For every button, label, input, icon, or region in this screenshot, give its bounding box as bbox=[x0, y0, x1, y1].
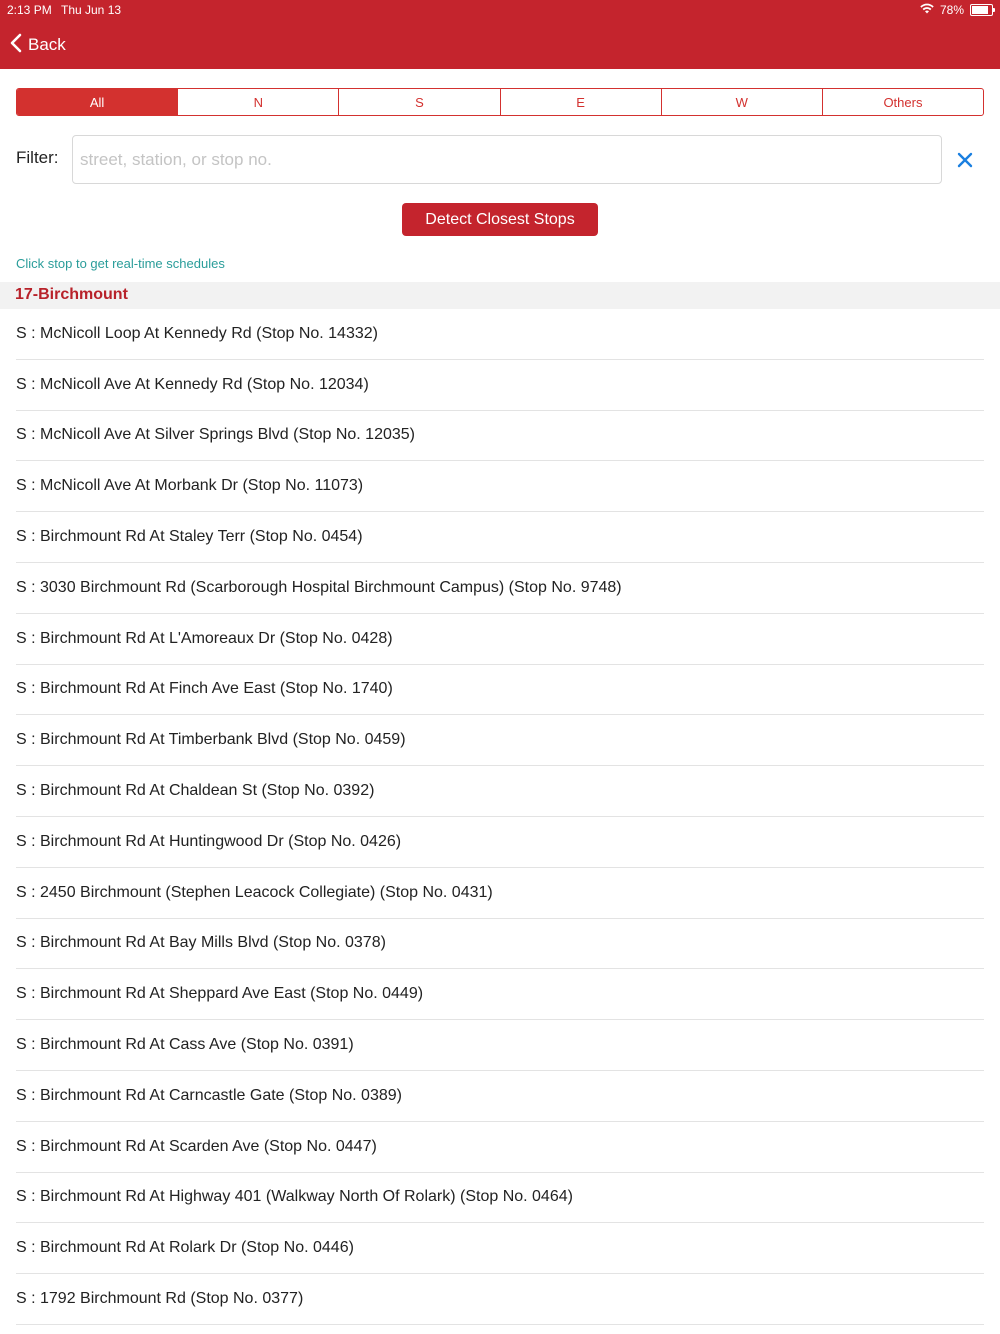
stop-list-item[interactable]: S : Birchmount Rd At Chaldean St (Stop No. 0392) bbox=[16, 766, 984, 817]
stop-list-item[interactable]: S : Birchmount Rd At Huntingwood Dr (Stop No. 0426) bbox=[16, 817, 984, 868]
tab-w[interactable]: W bbox=[661, 89, 822, 115]
header-bar bbox=[0, 0, 1000, 69]
status-time: 2:13 PM bbox=[7, 3, 52, 17]
status-date: Thu Jun 13 bbox=[61, 3, 122, 17]
stop-list-item[interactable]: S : 3030 Birchmount Rd (Scarborough Hospital Birchmount Campus) (Stop No. 9748) bbox=[16, 563, 984, 614]
wifi-icon bbox=[920, 3, 934, 17]
battery-percent: 78% bbox=[939, 3, 964, 17]
close-icon bbox=[954, 149, 976, 171]
stop-list-item[interactable]: S : McNicoll Ave At Morbank Dr (Stop No. 11073) bbox=[16, 461, 984, 512]
stop-list-item[interactable]: S : Birchmount Rd At Sheppard Ave East (Stop No. 0449) bbox=[16, 969, 984, 1020]
tab-all[interactable]: All bbox=[17, 89, 177, 115]
filter-label: Filter: bbox=[16, 148, 59, 167]
stop-list-item[interactable]: S : McNicoll Loop At Kennedy Rd (Stop No. 14332) bbox=[16, 309, 984, 360]
back-button[interactable] bbox=[10, 31, 66, 59]
tab-s[interactable]: S bbox=[338, 89, 499, 115]
battery-icon bbox=[970, 4, 993, 16]
tab-n[interactable]: N bbox=[177, 89, 338, 115]
tab-e[interactable]: E bbox=[500, 89, 661, 115]
route-title: 17-Birchmount bbox=[15, 286, 128, 303]
stop-list-item[interactable]: S : Birchmount Rd At Timberbank Blvd (Stop No. 0459) bbox=[16, 715, 984, 766]
hint-text: Click stop to get real-time schedules bbox=[16, 256, 225, 271]
stop-list-item[interactable]: S : Birchmount Rd At Finch Ave East (Stop No. 1740) bbox=[16, 665, 984, 716]
clear-filter-button[interactable] bbox=[954, 149, 976, 171]
tab-others[interactable]: Others bbox=[822, 89, 983, 115]
stop-list-item[interactable]: S : Birchmount Rd At Scarden Ave (Stop No. 0447) bbox=[16, 1122, 984, 1173]
chevron-left-icon bbox=[10, 33, 22, 58]
stop-list-item[interactable]: S : McNicoll Ave At Kennedy Rd (Stop No. 12034) bbox=[16, 360, 984, 411]
stop-list-item[interactable]: S : 2450 Birchmount (Stephen Leacock Collegiate) (Stop No. 0431) bbox=[16, 868, 984, 919]
route-section-header bbox=[0, 282, 1000, 309]
stop-list-item[interactable]: S : 1792 Birchmount Rd (Stop No. 0377) bbox=[16, 1274, 984, 1325]
stop-list-item[interactable]: S : McNicoll Ave At Silver Springs Blvd (Stop No. 12035) bbox=[16, 411, 984, 462]
stop-list bbox=[0, 309, 1000, 1325]
stop-list-item[interactable]: S : Birchmount Rd At Carncastle Gate (Stop No. 0389) bbox=[16, 1071, 984, 1122]
stop-list-item[interactable]: S : Birchmount Rd At Bay Mills Blvd (Stop No. 0378) bbox=[16, 919, 984, 970]
filter-input[interactable] bbox=[72, 135, 942, 184]
stop-list-item[interactable]: S : Birchmount Rd At Highway 401 (Walkway North Of Rolark) (Stop No. 0464) bbox=[16, 1173, 984, 1224]
detect-closest-stops-button[interactable]: Detect Closest Stops bbox=[402, 203, 598, 236]
stop-list-item[interactable]: S : Birchmount Rd At Cass Ave (Stop No. 0391) bbox=[16, 1020, 984, 1071]
status-indicators bbox=[920, 3, 993, 17]
stop-list-item[interactable]: S : Birchmount Rd At L'Amoreaux Dr (Stop No. 0428) bbox=[16, 614, 984, 665]
stop-list-item[interactable]: S : Birchmount Rd At Rolark Dr (Stop No. 0446) bbox=[16, 1223, 984, 1274]
direction-segmented-control bbox=[16, 88, 984, 116]
stop-list-item[interactable]: S : Birchmount Rd At Staley Terr (Stop No. 0454) bbox=[16, 512, 984, 563]
back-label: Back bbox=[28, 35, 66, 54]
